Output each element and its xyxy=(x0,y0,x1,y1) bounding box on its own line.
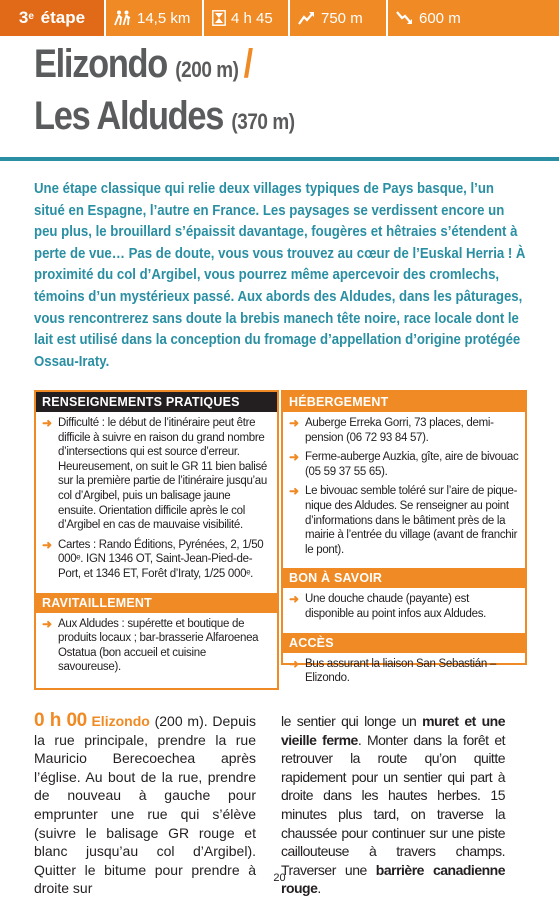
ascent-stat xyxy=(288,0,386,36)
duration-value: 4 h 45 xyxy=(231,9,273,27)
intro-paragraph: Une étape classique qui relie deux villages typiques de Pays basque, l’un situé en Espagne, l’autre en France. Les paysages se verdissent encore un peu plus, le brouillard s’épaissit davantage, fougères et hêtraies s’étendent à perte de vue… Pas de doute, vous vous trouvez au cœur de l’Euskal Herria ! À proximité du col d’Argibel, vous pourrez même apercevoir des cromlechs, témoins d’un mystérieux passé. Aux abords des Aldudes, dans les pâturages, vous rencontrerez sans doute la brebis manech tête noire, race locale dont le lait est utilisé dans la conception du fromage d’appellation d’origine protégée Ossau-Iraty. xyxy=(34,180,526,370)
itinerary-time: 0 h 00 xyxy=(34,710,87,731)
stage-word: étape xyxy=(40,8,86,27)
bon-a-savoir-list xyxy=(283,588,525,632)
info-box-right xyxy=(281,390,527,685)
arrow-bullet-icon: ➜ xyxy=(42,616,52,631)
list-item xyxy=(289,416,519,445)
stage-number: 3 xyxy=(18,8,29,27)
descent-value: 600 m xyxy=(419,9,461,27)
title-separator: / xyxy=(243,42,252,86)
arrow-bullet-icon: ➜ xyxy=(289,484,299,499)
title-line-to xyxy=(34,96,295,136)
duration-stat xyxy=(202,0,288,36)
distance-stat xyxy=(104,0,202,36)
item-text: Bus assurant la liaison San Sebastián – Elizondo. xyxy=(305,657,496,685)
item-text: Auberge Erreka Gorri, 73 places, demi-pension (06 72 93 84 57). xyxy=(305,417,494,444)
arrow-bullet-icon: ➜ xyxy=(289,656,299,671)
itinerary-text-2a: le sentier qui longe un xyxy=(281,713,423,729)
renseignements-list xyxy=(36,412,277,593)
arrow-bullet-icon: ➜ xyxy=(289,416,299,430)
arrow-bullet-icon: ➜ xyxy=(42,416,52,430)
hebergement-list xyxy=(283,412,525,568)
arrow-bullet-icon: ➜ xyxy=(42,537,52,552)
stage-header-bar xyxy=(0,0,559,36)
itinerary-place: Elizondo xyxy=(91,713,150,729)
acces-heading: ACCÈS xyxy=(283,633,525,653)
hebergement-heading: HÉBERGEMENT xyxy=(283,392,525,412)
ravitaillement-heading: RAVITAILLEMENT xyxy=(36,593,277,613)
ravitaillement-list xyxy=(36,613,277,686)
title-from: Elizondo xyxy=(34,42,167,86)
page-number: 20 xyxy=(273,872,286,884)
ascent-arrow-icon xyxy=(298,10,316,26)
itinerary-landmark-1: muret et une vieille ferme xyxy=(281,713,506,748)
stage-label xyxy=(0,0,104,36)
bon-a-savoir-heading: BON À SAVOIR xyxy=(283,568,525,588)
stage-ordinal: e xyxy=(28,10,34,22)
list-item xyxy=(289,484,519,557)
hourglass-icon xyxy=(212,10,226,26)
acces-list xyxy=(283,653,525,697)
info-box-left xyxy=(34,390,279,690)
itinerary-landmark-2: barrière canadienne rouge xyxy=(281,861,505,897)
item-text: Le bivouac semble toléré sur l’aire de pique-nique des Aldudes. Se renseigner au point d’informations dans le bâtiment près de la mairie à l’entrée du village (avant de franchir le pont). xyxy=(305,485,518,556)
distance-value: 14,5 km xyxy=(137,9,191,27)
list-item xyxy=(289,657,519,686)
title-to-altitude: (370 m) xyxy=(231,109,295,134)
arrow-bullet-icon: ➜ xyxy=(289,592,299,607)
title-to: Les Aldudes xyxy=(34,94,224,138)
hikers-icon xyxy=(114,10,132,26)
descent-arrow-icon xyxy=(396,10,414,26)
item-text: Ferme-auberge Auzkia, gîte, aire de bivouac (05 59 37 55 65). xyxy=(305,451,519,478)
list-item xyxy=(289,592,519,621)
itinerary-text-1: (200 m). Depuis la rue principale, prendre la rue Mauricio Berecoechea après l’église. Au bout de la rue, prendre de nouveau à gauche pour emprunter une rue qui s’élève (suivre le balisage GR rouge et blanc jusqu’au col d’Argibel). Quitter le bitume pour prendre à droite sur xyxy=(34,713,256,897)
itinerary-text-2e: . xyxy=(317,880,321,897)
item-text: Aux Aldudes : supérette et boutique de produits locaux ; bar-brasserie Alfaroenea Ostatua (bon accueil et cuisine savoureuse). xyxy=(58,617,259,674)
title-from-altitude: (200 m) xyxy=(175,57,239,82)
item-text: Cartes : Rando Éditions, Pyrénées, 2, 1/50 000ᵉ. IGN 1346 OT, Saint-Jean-Pied-de-Port, et 1346 ET, Forêt d’Iraty, 1/25 000ᵉ. xyxy=(58,538,264,580)
itinerary-column-2 xyxy=(281,712,505,898)
renseignements-heading: RENSEIGNEMENTS PRATIQUES xyxy=(36,392,277,412)
title-line-from xyxy=(34,44,295,84)
descent-stat xyxy=(386,0,559,36)
list-item xyxy=(42,416,271,533)
item-text: Difficulté : le début de l’itinéraire peut être difficile à suivre en raison du grand nombre d’intersections qui est source d’erreur. Heureusement, on suit le GR 11 bien balisé sur la première partie de l’itinéraire jusqu’au col d’Argibel, puis un balisage jaune ensuite. Orientation difficile après le col d’Argibel en cas de mauvaise visibilité. xyxy=(58,417,268,532)
itinerary-text-2c: . Monter dans la forêt et retrouver la route qu’on quitte rapidement pour un sentier qui part à droite dans les hautes herbes. 15 minutes plus tard, on traverse la chaussée pour continuer sur une piste caillouteuse à travers champs. Traverser une xyxy=(281,731,506,878)
list-item xyxy=(42,617,271,675)
list-item xyxy=(289,450,519,479)
ascent-value: 750 m xyxy=(321,9,363,27)
page-title xyxy=(34,44,295,136)
arrow-bullet-icon: ➜ xyxy=(289,450,299,465)
title-divider xyxy=(0,157,559,161)
list-item xyxy=(42,538,271,582)
itinerary-column-1 xyxy=(34,712,256,898)
item-text: Une douche chaude (payante) est disponible au point infos aux Aldudes. xyxy=(305,593,487,620)
